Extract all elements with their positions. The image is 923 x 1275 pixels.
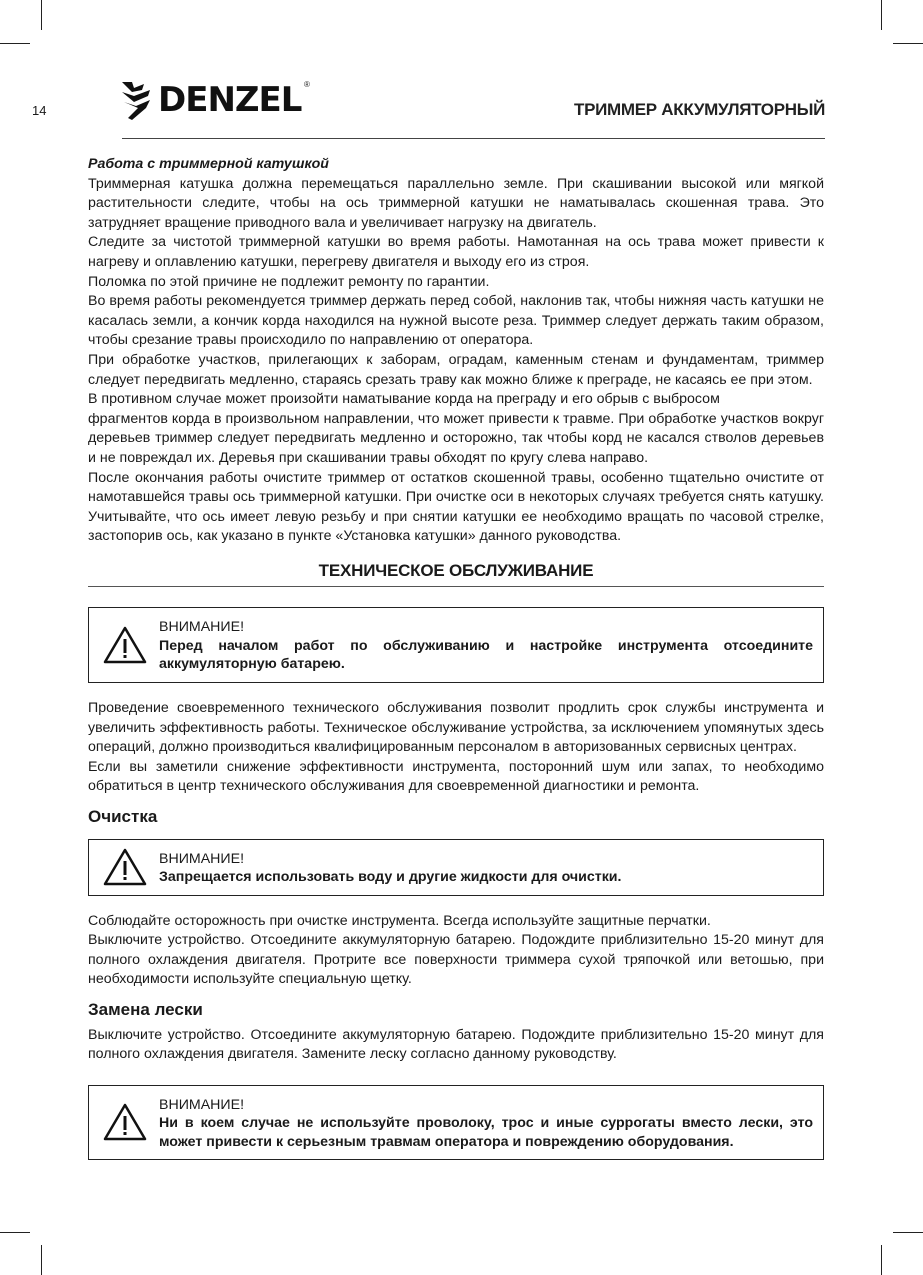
paragraph: Следите за чистотой триммерной катушки во время работы. Намотанная на ось трава может привести к нагреву и оплавлению катушки, перегреву двигателя и выходу его из строя. [88, 234, 824, 270]
warning-title: ВНИМАНИЕ! [159, 850, 245, 867]
logo-text: DENZEL [158, 80, 302, 120]
warning-text: Ни в коем случае не используйте проволоку, трос и иные суррогаты вместо лески, это может привести к серьезным травмам оператора и повреждению оборудования. [159, 1115, 813, 1150]
paragraph: После окончания работы очистите триммер от остатков скошенной травы, особенно тщательно очистите от намотавшейся травы ось триммерной катушки. При очистке оси в некоторых случаях требуется снять катушку. Учитывайте, что ось имеет левую резьбу и при снятии катушки ее необходимо вращать по часовой стрелке, застопорив ось, как указано в пункте «Установка катушки» данного руководства. [88, 469, 824, 545]
page-number: 14 [32, 103, 47, 118]
crop-mark [0, 1232, 30, 1233]
warning-title: ВНИМАНИЕ! [159, 619, 245, 636]
crop-mark [893, 1232, 923, 1233]
header-divider [122, 138, 825, 139]
brand-logo [120, 80, 310, 120]
section-heading: Очистка [88, 806, 158, 826]
paragraph: Выключите устройство. Отсоедините аккумуляторную батарею. Подождите приблизительно 15-20 минут для полного охлаждения двигателя. Протрите все поверхности триммера сухой тряпочкой или ветошью, при необходимости используйте специальную щетку. [88, 932, 824, 988]
paragraph: Во время работы рекомендуется триммер держать перед собой, наклонив так, чтобы нижняя часть катушки не касалась земли, а кончик корда находился на нужной высоте реза. Триммер следует держать таким образом, чтобы срезание травы происходило по направлению от оператора. [88, 293, 824, 349]
section-title: ТЕХНИЧЕСКОЕ ОБСЛУЖИВАНИЕ [88, 561, 824, 588]
crop-mark [0, 43, 30, 44]
warning-text: Перед началом работ по обслуживанию и настройке инструмента отсоедините аккумуляторную батарею. [159, 637, 813, 673]
crop-mark [41, 1245, 42, 1275]
registered-mark: ® [304, 80, 310, 89]
paragraph: Если вы заметили снижение эффективности инструмента, посторонний шум или запах, то необходимо обратиться в центр технического обслуживания для своевременной диагностики и ремонта. [88, 758, 824, 795]
paragraph: Проведение своевременного технического обслуживания позволит продлить срок службы инструмента и увеличить эффективность работы. Техническое обслуживание устройства, за исключением упомянутых здесь операций, должно производиться квалифицированным персоналом в авторизованных сервисных центрах. [88, 699, 824, 756]
warning-text: Запрещается использовать воду и другие жидкости для очистки. [159, 869, 622, 886]
warning-icon [103, 848, 147, 886]
paragraph: При обработке участков, прилегающих к заборам, оградам, каменным стенам и фундаментам, триммер следует передвигать медленно, стараясь срезать траву как можно ближе к преграде, не касаясь ее при этом. [88, 351, 824, 388]
crop-mark [881, 0, 882, 30]
paragraph: Триммерная катушка должна перемещаться параллельно земле. При скашивании высокой или мягкой растительности следите, чтобы на ось триммерной катушки не наматывалась скошенная трава. Это затрудняет вращение приводного вала и увеличивает нагрузку на двигатель. [88, 175, 824, 231]
crop-mark [893, 43, 923, 44]
warning-title: ВНИМАНИЕ! [159, 1096, 245, 1113]
paragraph: Соблюдайте осторожность при очистке инструмента. Всегда используйте защитные перчатки. [88, 912, 711, 929]
paragraph: Выключите устройство. Отсоедините аккумуляторную батарею. Подождите приблизительно 15-20 минут для полного охлаждения двигателя. Замените леску согласно данному руководству. [88, 1026, 824, 1063]
paragraph: В противном случае может произойти наматывание корда на преграду и его обрыв с выбросом [88, 391, 720, 408]
warning-box [88, 607, 824, 683]
section-heading: Замена лески [88, 999, 203, 1019]
warning-icon [103, 626, 147, 664]
subsection-title: Работа с триммерной катушкой [88, 156, 329, 172]
warning-box [88, 1085, 824, 1161]
warning-box [88, 839, 824, 896]
crop-mark [881, 1245, 882, 1275]
warning-icon [103, 1103, 147, 1141]
document-title: ТРИММЕР АККУМУЛЯТОРНЫЙ [574, 100, 825, 119]
crop-mark [41, 0, 42, 30]
page-content [88, 155, 824, 1176]
paragraph: фрагментов корда в произвольном направлении, что может привести к травме. При обработке участков вокруг деревьев триммер следует передвигать медленно и осторожно, так чтобы корд не касался стволов деревьев и не повреждал их. Деревья при скашивании травы обходят по кругу слева направо. [88, 410, 824, 466]
logo-mark-icon [120, 80, 154, 120]
paragraph: Поломка по этой причине не подлежит ремонту по гарантии. [88, 273, 490, 290]
